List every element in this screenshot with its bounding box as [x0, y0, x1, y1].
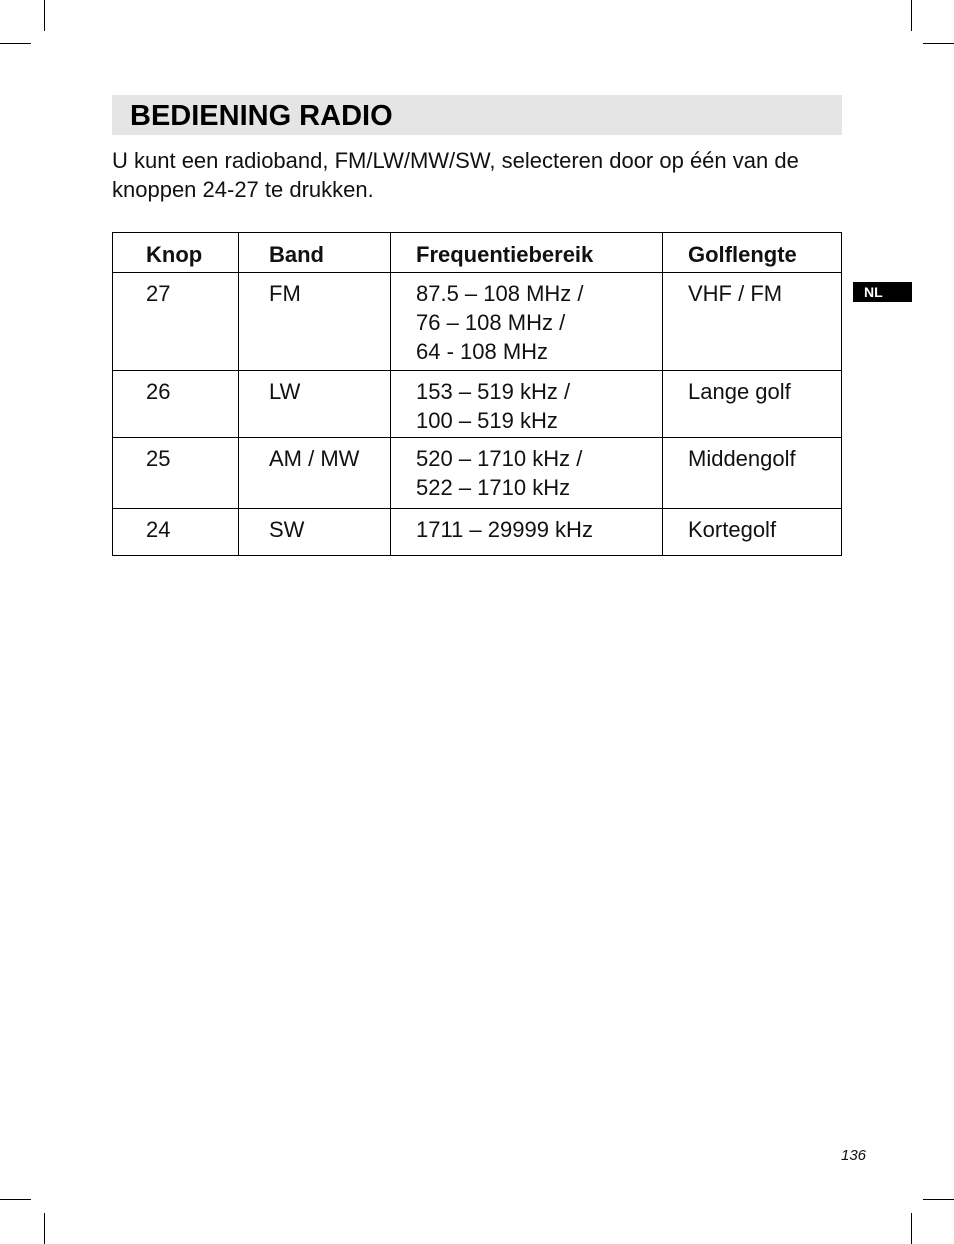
cell-frequentiebereik: [391, 509, 663, 556]
frequency-line: 153 – 519 kHz /: [416, 379, 571, 404]
crop-mark: [923, 1199, 954, 1200]
column-header-band: Band: [239, 233, 391, 273]
cell-knop: 27: [113, 273, 239, 371]
cell-band: LW: [239, 371, 391, 438]
cell-band: AM / MW: [239, 438, 391, 509]
cell-frequentiebereik: [391, 273, 663, 371]
cell-golflengte: Kortegolf: [663, 509, 842, 556]
cell-knop: 25: [113, 438, 239, 509]
crop-mark: [0, 1199, 31, 1200]
cell-golflengte: VHF / FM: [663, 273, 842, 371]
crop-mark: [44, 1213, 45, 1244]
frequency-line: 522 – 1710 kHz: [416, 475, 571, 500]
frequency-line: 76 – 108 MHz /: [416, 310, 566, 335]
crop-mark: [0, 43, 31, 44]
section-heading: BEDIENING RADIO: [112, 95, 842, 135]
cell-band: SW: [239, 509, 391, 556]
cell-band: FM: [239, 273, 391, 371]
intro-paragraph: U kunt een radioband, FM/LW/MW/SW, selecteren door op één van de knoppen 24-27 te drukken.: [112, 148, 799, 202]
cell-golflengte: Lange golf: [663, 371, 842, 438]
cell-knop: 26: [113, 371, 239, 438]
column-header-frequentiebereik: Frequentiebereik: [391, 233, 663, 273]
frequency-line: 100 – 519 kHz: [416, 408, 558, 433]
cell-knop: 24: [113, 509, 239, 556]
table-row: [113, 438, 842, 509]
column-header-golflengte: Golflengte: [663, 233, 842, 273]
crop-mark: [44, 0, 45, 31]
frequency-line: 64 - 108 MHz: [416, 339, 549, 364]
table-row: [113, 371, 842, 438]
radio-band-table: [112, 232, 842, 556]
frequency-line: 520 – 1710 kHz /: [416, 446, 583, 471]
cell-frequentiebereik: [391, 438, 663, 509]
frequency-line: 1711 – 29999 kHz: [416, 517, 593, 542]
crop-mark: [911, 0, 912, 31]
crop-mark: [923, 43, 954, 44]
table-row: [113, 509, 842, 556]
cell-golflengte: Middengolf: [663, 438, 842, 509]
table-row: [113, 273, 842, 371]
table-header-row: [113, 233, 842, 273]
frequency-line: 87.5 – 108 MHz /: [416, 281, 584, 306]
cell-frequentiebereik: [391, 371, 663, 438]
crop-mark: [911, 1213, 912, 1244]
page-number: 136: [841, 1147, 867, 1164]
column-header-knop: Knop: [113, 233, 239, 273]
language-tab: NL: [853, 282, 912, 302]
